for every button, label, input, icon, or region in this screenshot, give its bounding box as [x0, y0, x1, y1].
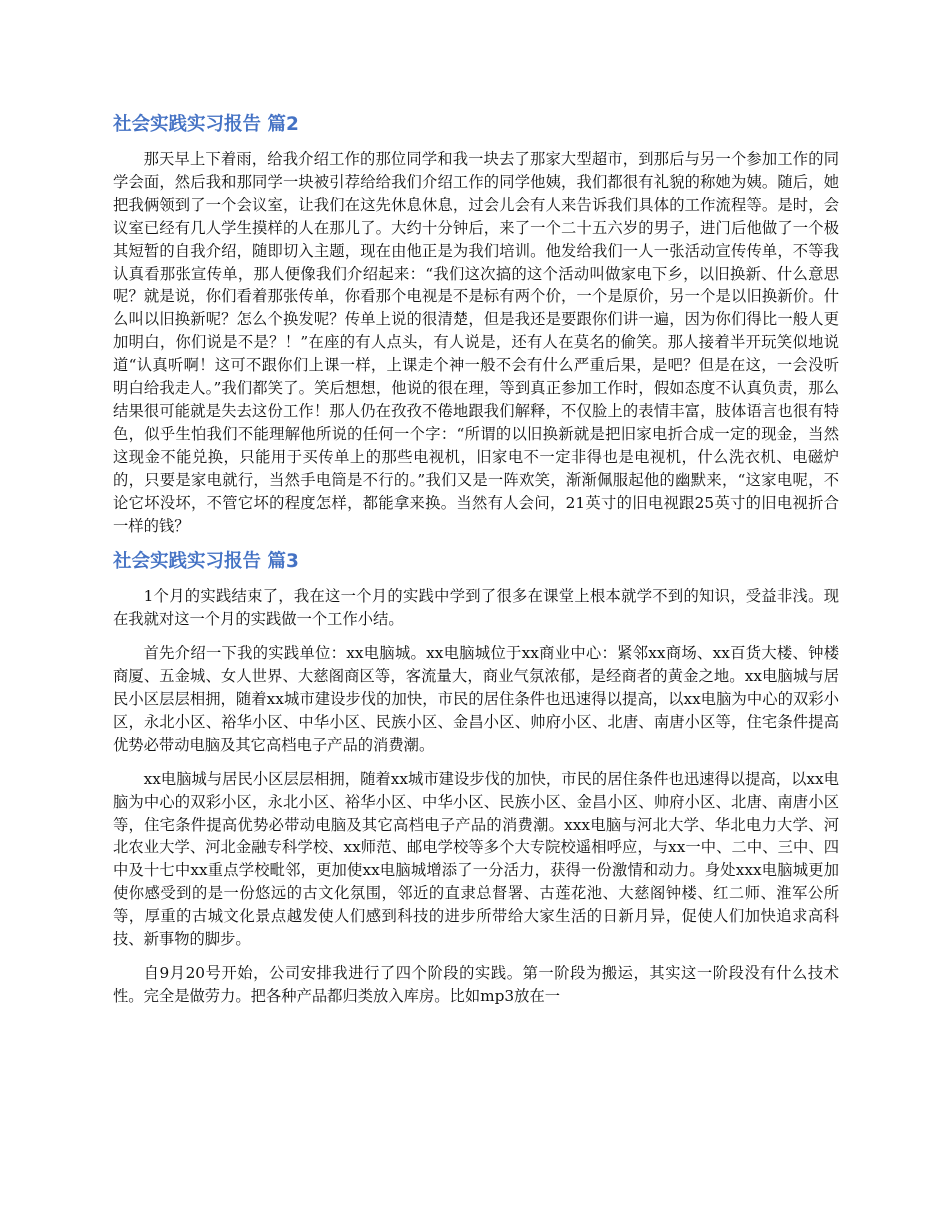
body-paragraph: xx电脑城与居民小区层层相拥，随着xx城市建设步伐的加快，市民的居住条件也迅速得以提高，以xx电脑为中心的双彩小区，永北小区、裕华小区、中华小区、民族小区、金昌小区、帅府小区、北唐、南唐小区等，住宅条件提高优势必带动电脑及其它高档电子产品的消费潮。xxx电脑与河北大学、华北电力大学、河北农业大学、河北金融专科学校、xx师范、邮电学校等多个大专院校遥相呼应，与xx一中、二中、三中、四中及十七中xx重点学校毗邻，更加使xx电脑城增添了一分活力，获得一份激情和动力。身处xxx电脑城更加使你感受到的是一份悠远的古文化氛围，邻近的直隶总督署、古莲花池、大慈阁钟楼、红二师、淮军公所等，厚重的古城文化景点越发使人们感到科技的进步所带给大家生活的日新月异，促使人们加快追求高科技、新事物的脚步。 [113, 769, 839, 949]
body-paragraph: 首先介绍一下我的实践单位：xx电脑城。xx电脑城位于xx商业中心：紧邻xx商场、xx百货大楼、钟楼商厦、五金城、女人世界、大慈阁商区等，客流量大，商业气氛浓郁，是经商者的黄金之地。xx电脑城与居民小区层层相拥，随着xx城市建设步伐的加快，市民的居住条件也迅速得以提高，以xx电脑为中心的双彩小区，永北小区、裕华小区、中华小区、民族小区、金昌小区、帅府小区、北唐、南唐小区等，住宅条件提高优势必带动电脑及其它高档电子产品的消费潮。 [113, 644, 839, 754]
body-paragraph: 那天早上下着雨，给我介绍工作的那位同学和我一块去了那家大型超市，到那后与另一个参加工作的同学会面，然后我和那同学一块被引荐给给我们介绍工作的同学他姨，我们都很有礼貌的称她为姨。随后，她把我俩领到了一个会议室，让我们在这先休息休息，过会儿会有人来告诉我们具体的工作流程等。是时，会议室已经有几人学生摸样的人在那儿了。大约十分钟后，来了一个二十五六岁的男子，进门后他做了一个极其短暂的自我介绍，随即切入主题，现在由他正是为我们培训。他发给我们一人一张活动宣传传单，不等我认真看那张宣传单，那人便像我们介绍起来：“我们这次搞的这个活动叫做家电下乡，以旧换新、什么意思呢？就是说，你们看着那张传单，你看那个电视是不是标有两个价，一个是原价，另一个是以旧换新价。什么叫以旧换新呢？怎么个换发呢？传单上说的很清楚，但是我还是要跟你们讲一遍，因为你们得比一般人更加明白，你们说是不是？！”在座的有人点头，有人说是，还有人在莫名的偷笑。那人接着半开玩笑似地说道“认真听啊！这可不跟你们上课一样，上课走个神一般不会有什么严重后果，是吧？但是在这，一会没听明白给我走人。”我们都笑了。笑后想想，他说的很在理，等到真正参加工作时，假如态度不认真负责，那么结果很可能就是失去这份工作！那人仍在孜孜不倦地跟我们解释，不仅脸上的表情丰富，肢体语言也很有特色，似乎生怕我们不能理解他所说的任何一个字：“所谓的以旧换新就是把旧家电折合成一定的现金，当然这现金不能兑换，只能用于买传单上的那些电视机，旧家电不一定非得也是电视机，什么洗衣机、电磁炉的，只要是家电就行，当然手电筒是不行的。”我们又是一阵欢笑，渐渐佩服起他的幽默来，“这家电呢，不论它坏没坏，不管它坏的程度怎样，都能拿来换。当然有人会问，21英寸的旧电视跟25英寸的旧电视折合一样的钱？ [113, 150, 839, 535]
section-heading: 社会实践实习报告 篇3 [113, 551, 299, 573]
body-paragraph: 1个月的实践结束了，我在这一个月的实践中学到了很多在课堂上根本就学不到的知识，受益非浅。现在我就对这一个月的实践做一个工作小结。 [113, 587, 839, 629]
document-page [113, 110, 839, 1008]
body-paragraph: 自9月20号开始，公司安排我进行了四个阶段的实践。第一阶段为搬运，其实这一阶段没有什么技术性。完全是做劳力。把各种产品都归类放入库房。比如mp3放在一 [113, 964, 839, 1005]
section-heading: 社会实践实习报告 篇2 [113, 114, 299, 135]
